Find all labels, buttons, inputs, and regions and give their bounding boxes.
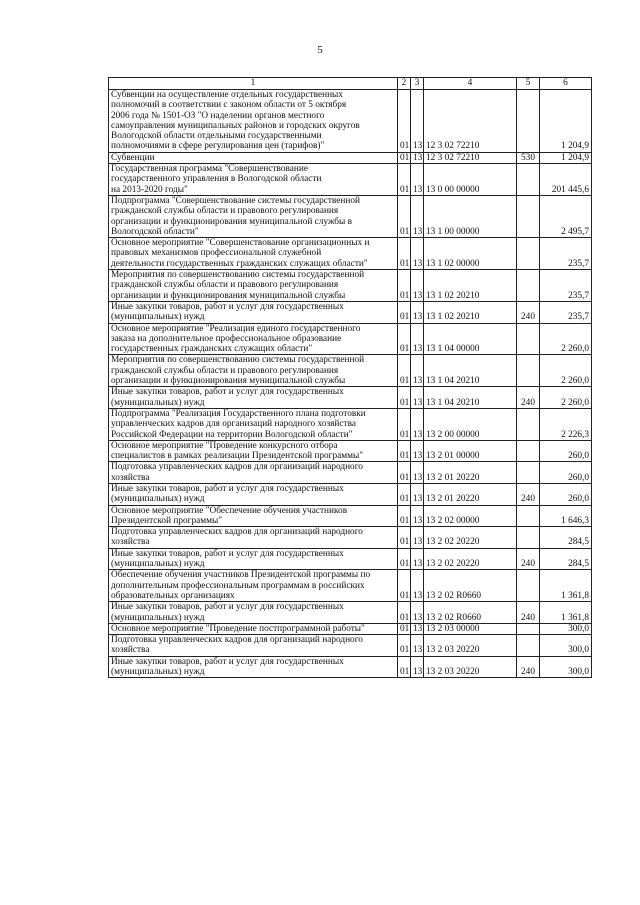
row-description: Подготовка управленческих кадров для организаций народного хозяйства (109, 462, 398, 484)
row-amount: 2 226,3 (540, 408, 592, 440)
row-target-code: 13 2 01 20220 (424, 483, 517, 505)
row-target-code: 13 2 02 20220 (424, 548, 517, 570)
row-expense-type (517, 527, 540, 549)
table-row (109, 152, 592, 163)
row-target-code: 13 1 04 00000 (424, 323, 517, 355)
row-subsection: 13 (411, 355, 424, 387)
row-expense-type (517, 164, 540, 196)
row-amount: 235,7 (540, 238, 592, 270)
budget-table (108, 77, 592, 678)
table-row (109, 238, 592, 270)
row-expense-type: 240 (517, 387, 540, 409)
row-amount: 1 361,8 (540, 570, 592, 602)
header-col-6: 6 (540, 78, 592, 90)
row-target-code: 13 2 03 20220 (424, 635, 517, 657)
table-row (109, 548, 592, 570)
row-section: 01 (398, 270, 411, 302)
row-section: 01 (398, 301, 411, 323)
table-row (109, 323, 592, 355)
row-amount: 300,0 (540, 656, 592, 678)
row-description: Иные закупки товаров, работ и услуг для государственных (муниципальных) нужд (109, 301, 398, 323)
row-section: 01 (398, 440, 411, 462)
row-expense-type (517, 505, 540, 527)
row-expense-type (517, 570, 540, 602)
table-row (109, 355, 592, 387)
table-row (109, 602, 592, 624)
row-section: 01 (398, 90, 411, 153)
row-description: Основное мероприятие "Проведение конкурсного отбора специалистов в рамках реализации Президентской программы" (109, 440, 398, 462)
row-target-code: 13 1 02 00000 (424, 238, 517, 270)
table-row (109, 483, 592, 505)
row-description: Мероприятия по совершенствованию системы государственной гражданской службы области и правового регулирования организации и функционирования муниципальной службы (109, 355, 398, 387)
row-target-code: 12 3 02 72210 (424, 90, 517, 153)
row-subsection: 13 (411, 440, 424, 462)
row-amount: 235,7 (540, 301, 592, 323)
row-section: 01 (398, 323, 411, 355)
row-description: Субвенции на осуществление отдельных государственных полномочий в соответствии с законом области от 5 октября 2006 года № 1501-ОЗ "О наделении органов местного самоуправления муниципальных районов и городских округов Вологодской области отдельными государственными полномочиями в сфере регулирования цен (тарифов)" (109, 90, 398, 153)
row-amount: 284,5 (540, 527, 592, 549)
row-subsection: 13 (411, 548, 424, 570)
row-amount: 1 361,8 (540, 602, 592, 624)
row-section: 01 (398, 656, 411, 678)
table-body (109, 90, 592, 678)
row-expense-type: 240 (517, 483, 540, 505)
row-subsection: 13 (411, 90, 424, 153)
row-amount: 235,7 (540, 270, 592, 302)
row-subsection: 13 (411, 238, 424, 270)
table-header-row (109, 78, 592, 90)
row-section: 01 (398, 570, 411, 602)
row-expense-type (517, 90, 540, 153)
page-number: 5 (317, 44, 323, 56)
row-expense-type: 240 (517, 656, 540, 678)
row-amount: 284,5 (540, 548, 592, 570)
row-subsection: 13 (411, 527, 424, 549)
row-subsection: 13 (411, 483, 424, 505)
row-description: Подготовка управленческих кадров для организаций народного хозяйства (109, 527, 398, 549)
row-subsection: 13 (411, 270, 424, 302)
row-amount: 260,0 (540, 462, 592, 484)
header-col-5: 5 (517, 78, 540, 90)
row-expense-type: 240 (517, 602, 540, 624)
row-expense-type (517, 355, 540, 387)
row-subsection: 13 (411, 387, 424, 409)
table-row (109, 301, 592, 323)
table-row (109, 195, 592, 237)
row-section: 01 (398, 462, 411, 484)
row-amount: 1 204,9 (540, 90, 592, 153)
row-section: 01 (398, 505, 411, 527)
row-subsection: 13 (411, 635, 424, 657)
header-col-2: 2 (398, 78, 411, 90)
row-target-code: 13 1 04 20210 (424, 355, 517, 387)
table-row (109, 90, 592, 153)
table-row (109, 527, 592, 549)
row-description: Подпрограмма "Реализация Государственного плана подготовки управленческих кадров для организаций народного хозяйства Российской Федерации на территории Вологодской области" (109, 408, 398, 440)
row-subsection: 13 (411, 195, 424, 237)
row-target-code: 13 2 02 R0660 (424, 602, 517, 624)
row-section: 01 (398, 387, 411, 409)
row-expense-type (517, 195, 540, 237)
row-section: 01 (398, 408, 411, 440)
row-description: Субвенции (109, 152, 398, 163)
row-section: 01 (398, 164, 411, 196)
row-subsection: 13 (411, 164, 424, 196)
row-description: Иные закупки товаров, работ и услуг для государственных (муниципальных) нужд (109, 602, 398, 624)
row-description: Основное мероприятие "Обеспечение обучения участников Президентской программы" (109, 505, 398, 527)
table-row (109, 505, 592, 527)
row-section: 01 (398, 602, 411, 624)
table-row (109, 623, 592, 634)
row-section: 01 (398, 195, 411, 237)
table-row (109, 164, 592, 196)
row-description: Мероприятия по совершенствованию системы государственной гражданской службы области и правового регулирования организации и функционирования муниципальной службы (109, 270, 398, 302)
row-subsection: 13 (411, 301, 424, 323)
table-row (109, 462, 592, 484)
row-amount: 300,0 (540, 635, 592, 657)
table-row (109, 387, 592, 409)
row-subsection: 13 (411, 602, 424, 624)
row-target-code: 13 0 00 00000 (424, 164, 517, 196)
row-target-code: 13 2 02 R0660 (424, 570, 517, 602)
row-target-code: 13 2 02 20220 (424, 527, 517, 549)
row-subsection: 13 (411, 623, 424, 634)
header-col-1: 1 (109, 78, 398, 90)
row-section: 01 (398, 483, 411, 505)
row-description: Иные закупки товаров, работ и услуг для государственных (муниципальных) нужд (109, 548, 398, 570)
row-amount: 2 260,0 (540, 323, 592, 355)
row-description: Основное мероприятие "Совершенствование организационных и правовых механизмов профессиональной служебной деятельности государственных гражданских служащих области" (109, 238, 398, 270)
row-amount: 300,0 (540, 623, 592, 634)
row-description: Иные закупки товаров, работ и услуг для государственных (муниципальных) нужд (109, 656, 398, 678)
row-expense-type (517, 408, 540, 440)
row-amount: 2 260,0 (540, 355, 592, 387)
row-description: Государственная программа "Совершенствование государственного управления в Вологодской области на 2013-2020 годы" (109, 164, 398, 196)
row-target-code: 13 2 02 00000 (424, 505, 517, 527)
row-expense-type: 240 (517, 548, 540, 570)
row-expense-type (517, 323, 540, 355)
row-target-code: 13 1 00 00000 (424, 195, 517, 237)
row-section: 01 (398, 635, 411, 657)
row-description: Иные закупки товаров, работ и услуг для государственных (муниципальных) нужд (109, 483, 398, 505)
row-section: 01 (398, 152, 411, 163)
row-target-code: 13 1 02 20210 (424, 301, 517, 323)
header-col-4: 4 (424, 78, 517, 90)
row-target-code: 13 2 00 00000 (424, 408, 517, 440)
table-row (109, 656, 592, 678)
table-row (109, 635, 592, 657)
row-subsection: 13 (411, 570, 424, 602)
row-expense-type: 530 (517, 152, 540, 163)
row-amount: 260,0 (540, 440, 592, 462)
row-amount: 1 204,9 (540, 152, 592, 163)
row-target-code: 13 2 03 00000 (424, 623, 517, 634)
row-section: 01 (398, 238, 411, 270)
row-subsection: 13 (411, 408, 424, 440)
row-amount: 260,0 (540, 483, 592, 505)
row-expense-type (517, 440, 540, 462)
table-row (109, 440, 592, 462)
row-description: Подпрограмма "Совершенствование системы государственной гражданской службы области и правового регулирования организации и функционирования муниципальной службы в Вологодской области" (109, 195, 398, 237)
row-amount: 201 445,6 (540, 164, 592, 196)
row-description: Основное мероприятие "Реализация единого государственного заказа на дополнительное профессиональное образование государственных гражданских служащих области" (109, 323, 398, 355)
row-target-code: 13 1 04 20210 (424, 387, 517, 409)
row-section: 01 (398, 355, 411, 387)
row-target-code: 13 2 01 20220 (424, 462, 517, 484)
row-amount: 2 495,7 (540, 195, 592, 237)
row-subsection: 13 (411, 152, 424, 163)
table-row (109, 408, 592, 440)
row-target-code: 13 2 01 00000 (424, 440, 517, 462)
row-target-code: 12 3 02 72210 (424, 152, 517, 163)
row-target-code: 13 1 02 20210 (424, 270, 517, 302)
row-subsection: 13 (411, 505, 424, 527)
row-section: 01 (398, 527, 411, 549)
row-section: 01 (398, 623, 411, 634)
row-expense-type (517, 635, 540, 657)
row-description: Иные закупки товаров, работ и услуг для государственных (муниципальных) нужд (109, 387, 398, 409)
row-amount: 2 260,0 (540, 387, 592, 409)
row-expense-type (517, 462, 540, 484)
row-expense-type (517, 238, 540, 270)
table-row (109, 570, 592, 602)
row-description: Обеспечение обучения участников Президентской программы по дополнительным профессиональным программам в российских образовательных организациях (109, 570, 398, 602)
row-subsection: 13 (411, 462, 424, 484)
table-row (109, 270, 592, 302)
row-description: Подготовка управленческих кадров для организаций народного хозяйства (109, 635, 398, 657)
row-amount: 1 646,3 (540, 505, 592, 527)
row-section: 01 (398, 548, 411, 570)
row-target-code: 13 2 03 20220 (424, 656, 517, 678)
row-expense-type: 240 (517, 301, 540, 323)
row-expense-type (517, 270, 540, 302)
row-subsection: 13 (411, 656, 424, 678)
row-description: Основное мероприятие "Проведение постпрограммной работы" (109, 623, 398, 634)
row-expense-type (517, 623, 540, 634)
row-subsection: 13 (411, 323, 424, 355)
header-col-3: 3 (411, 78, 424, 90)
